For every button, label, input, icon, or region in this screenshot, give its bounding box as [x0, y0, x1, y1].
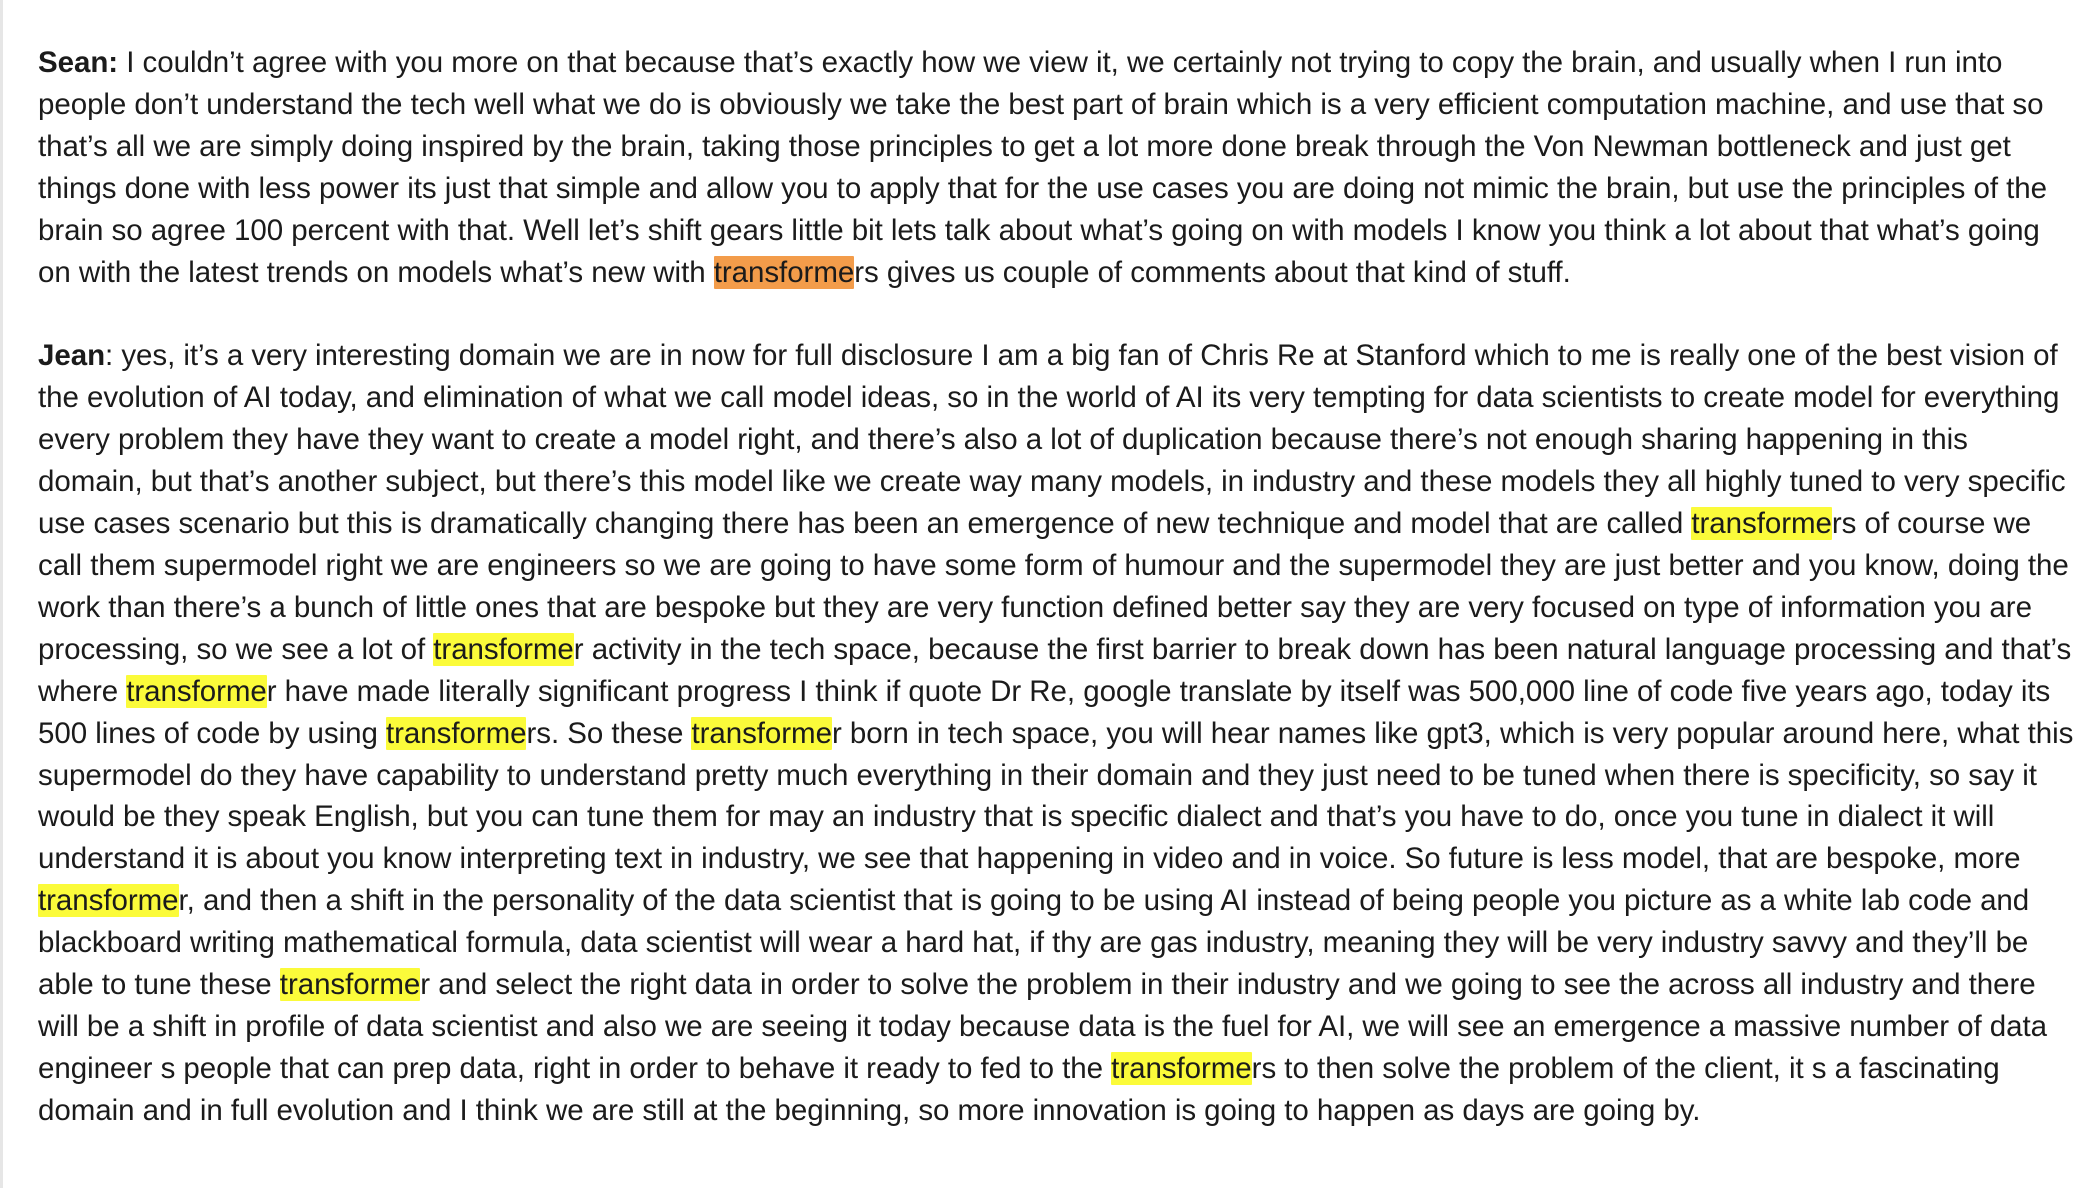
- search-match-current[interactable]: transforme: [713, 255, 855, 289]
- paragraph-sean: [38, 42, 2078, 293]
- paragraph-text: r born in tech space, you will hear names like gpt3, which is very popular around here, what this supermodel do they have capability to understand pretty much everything in their domain and they just need to be tuned when there is specificity, so say it would be they speak English, but you can tune them for may an industry that is specific dialect and that’s you have to do, once you tune in dialect it will understand it is about you know interpreting text in industry, we see that happening in video and in voice. So future is less model, that are bespoke, more: [38, 716, 2074, 876]
- search-match[interactable]: transforme: [433, 632, 574, 666]
- search-match[interactable]: transforme: [385, 716, 527, 750]
- paragraph-text: rs to then solve the problem of the client, it s a fascinating domain and in full evolution and I think we are still at the beginning, so more innovation is going to happen as days are going by.: [38, 1051, 2000, 1127]
- paragraph-text: r, and then a shift in the personality of the data scientist that is going to be using AI instead of being people you picture as a white lab code and blackboard writing mathematical formula, data scientist will wear a hard hat, if thy are gas industry, meaning they will be very industry savvy and they’ll be able to tune these: [38, 884, 2030, 1002]
- speaker-label: Jean: [38, 339, 106, 373]
- paragraph-jean: [38, 335, 2078, 1131]
- search-match[interactable]: transforme: [279, 968, 421, 1002]
- paragraph-text: r and select the right data in order to solve the problem in their industry and we going to see the across all industry and there will be a shift in profile of data scientist and also we are seeing it today because data is the fuel for AI, we will see an emergence a massive number of data engineer s people that can prep data, right in order to behave it ready to fed to the: [38, 968, 2047, 1085]
- search-match[interactable]: transforme: [1691, 507, 1832, 541]
- paragraph-text: : yes, it’s a very interesting domain we are in now for full disclosure I am a big fan of Chris Re at Stanford which to me is really one of the best vision of the evolution of AI today, and elimination of what we call model ideas, so in the world of AI its very tempting for data scientists to create model for everything every problem they have they want to create a model right, and there’s also a lot of duplication because there’s not enough sharing happening in this domain, but that’s another subject, but there’s this model like we create way many models, in industry and these models they all highly tuned to very specific use cases scenario but this is dramatically changing there has been an emergence of new technique and model that are called: [38, 339, 2066, 541]
- paragraph-text: r activity in the tech space, because the first barrier to break down has been natural language processing and that’s where: [38, 632, 2072, 708]
- paragraph-text: rs of course we call them supermodel right we are engineers so we are going to have some form of humour and the supermodel they are just better and you know, doing the work than there’s a bunch of little ones that are bespoke but they are very function defined better say they are very focused on type of information you are processing, so we see a lot of: [38, 507, 2069, 666]
- search-match[interactable]: transforme: [691, 716, 832, 750]
- paragraph-text: I couldn’t agree with you more on that because that’s exactly how we view it, we certainly not trying to copy the brain, and usually when I run into people don’t understand the tech well what we do is obviously we take the best part of brain which is a very efficient computation machine, and use that so that’s all we are simply doing inspired by the brain, taking those principles to get a lot more done break through the Von Newman bottleneck and just get things done with less power its just that simple and allow you to apply that for the use cases you are doing not mimic the brain, but use the principles of the brain so agree 100 percent with that. Well let’s shift gears little bit lets talk about what’s going on with models I know you think a lot about that what’s going on with the latest trends on models what’s new with: [38, 46, 2047, 289]
- paragraph-text: rs gives us couple of comments about that kind of stuff.: [854, 255, 1571, 289]
- left-border: [0, 0, 3, 1188]
- speaker-label: Sean:: [38, 46, 119, 79]
- search-match[interactable]: transforme: [1111, 1051, 1252, 1085]
- paragraph-text: r have made literally significant progress I think if quote Dr Re, google translate by itself was 500,000 line of code five years ago, today its 500 lines of code by using: [38, 674, 2051, 750]
- paragraph-text: rs. So these: [526, 716, 692, 750]
- transcript-document: [38, 42, 2078, 1174]
- search-match[interactable]: transforme: [126, 674, 267, 708]
- search-match[interactable]: transforme: [38, 884, 179, 918]
